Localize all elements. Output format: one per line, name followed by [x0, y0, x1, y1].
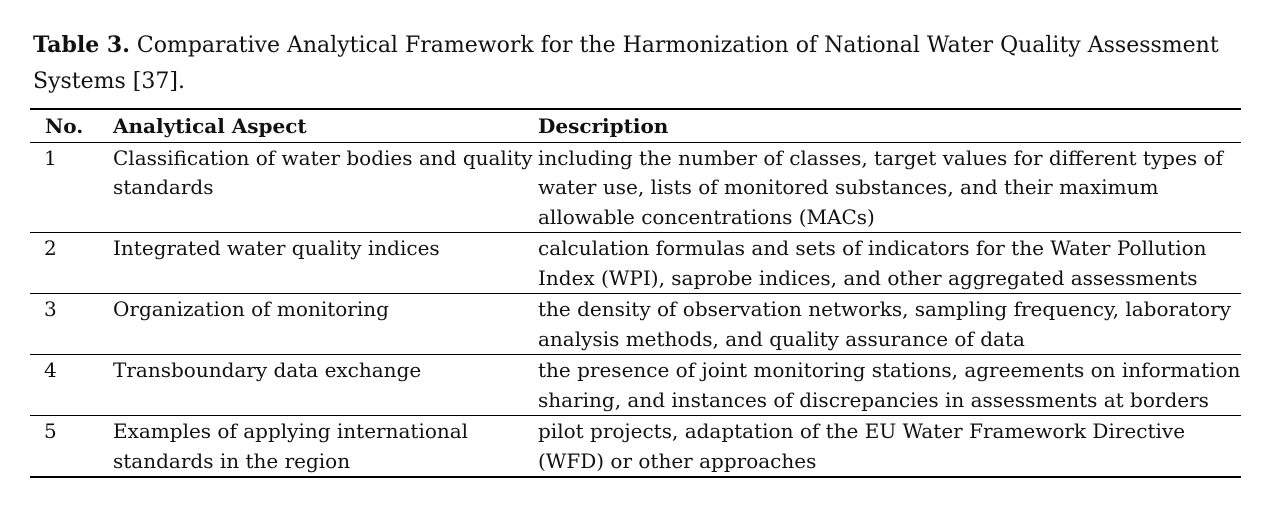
- header-no: No.: [45, 114, 84, 138]
- row-no: 4: [44, 358, 57, 382]
- table-row: [30, 355, 1241, 416]
- row-no: 5: [44, 419, 57, 443]
- row-description: pilot projects, adaptation of the EU Water Framework Directive (WFD) or other approaches: [538, 419, 1186, 473]
- row-aspect: Examples of applying international standards in the region: [113, 419, 469, 473]
- table-row: [30, 233, 1241, 294]
- framework-table: [30, 108, 1241, 478]
- row-aspect: Organization of monitoring: [113, 297, 389, 321]
- table-header-row: [30, 109, 1241, 142]
- row-aspect: Classification of water bodies and quality standards: [113, 145, 533, 199]
- header-description: Description: [538, 114, 669, 138]
- row-no: 3: [44, 297, 57, 321]
- table-caption-text: Comparative Analytical Framework for the Harmonization of National Water Quality Assessment Systems [37].: [33, 33, 1219, 94]
- table-caption-label: Table 3.: [33, 32, 130, 58]
- row-aspect: Transboundary data exchange: [113, 358, 422, 382]
- row-description: calculation formulas and sets of indicators for the Water Pollution Index (WPI), saprobe indices, and other aggregated assessments: [538, 236, 1207, 290]
- row-description: including the number of classes, target values for different types of water use, lists of monitored substances, and their maximum allowable concentrations (MACs): [538, 145, 1223, 229]
- row-no: 1: [44, 145, 57, 170]
- header-aspect: Analytical Aspect: [113, 114, 307, 138]
- table-row: [30, 142, 1241, 233]
- row-description: the density of observation networks, sampling frequency, laboratory analysis methods, and quality assurance of data: [538, 297, 1231, 351]
- row-description: the presence of joint monitoring stations, agreements on information sharing, and instances of discrepancies in assessments at borders: [538, 358, 1241, 412]
- row-aspect: Integrated water quality indices: [113, 236, 440, 260]
- row-no: 2: [44, 236, 57, 260]
- table-row: [30, 294, 1241, 355]
- table-row: [30, 416, 1241, 478]
- table-caption: [33, 27, 1268, 100]
